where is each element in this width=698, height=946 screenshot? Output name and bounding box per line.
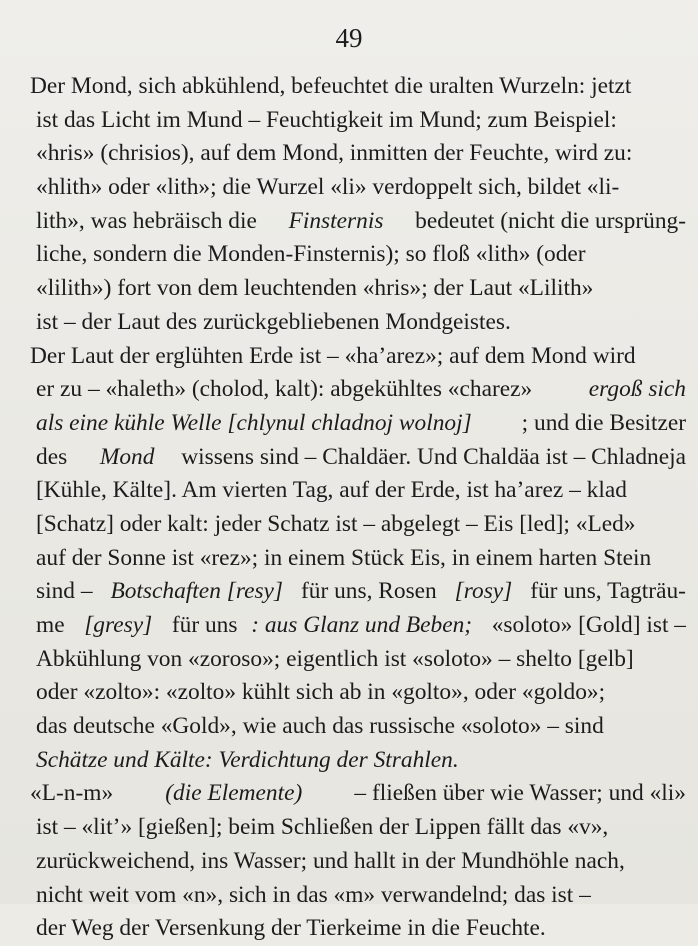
- text-segment: nicht weit vom «n», sich in das «m» verwandelnd; das ist –: [36, 881, 591, 908]
- text-segment: auf der Sonne ist «rez»; in einem Stück Eis, in einem harten Stein: [36, 544, 652, 571]
- text-segment: Der Laut der erglühten Erde ist – «ha’arez»; auf dem Mond wird: [30, 342, 636, 369]
- text-line: [30, 137, 686, 171]
- italic-text: ergoß sich: [588, 376, 686, 403]
- text-segment: wissens sind – Chaldäer. Und Chaldäa ist – Chladneja: [181, 443, 686, 470]
- text-line: [30, 879, 686, 913]
- text-segment: – fließen über wie Wasser; und «li»: [348, 780, 686, 807]
- italic-text: [gresy]: [84, 612, 153, 638]
- italic-text: als eine kühle Welle [chlynul chladnoj wolnoj]: [36, 409, 472, 436]
- text-line: [30, 777, 686, 811]
- text-line: [30, 171, 686, 205]
- text-line: [30, 306, 686, 340]
- italic-text: Finsternis: [288, 207, 384, 234]
- text-line: [30, 407, 686, 441]
- text-line: [30, 542, 686, 576]
- text-line: [30, 710, 686, 744]
- text-segment: «hris» (chrisios), auf dem Mond, inmitten der Feuchte, wird zu:: [36, 140, 633, 167]
- text-line: [30, 340, 686, 374]
- text-line: [30, 205, 686, 239]
- text-line: [30, 373, 686, 407]
- text-segment: sind –: [36, 578, 99, 605]
- text-segment: für uns, Rosen: [295, 578, 443, 605]
- text-segment: me: [36, 612, 71, 638]
- text-segment: des: [36, 443, 74, 470]
- italic-text: [rosy]: [454, 578, 513, 605]
- text-line: [30, 912, 686, 946]
- text-line: [30, 676, 686, 710]
- text-segment: zurückweichend, ins Wasser; und hallt in der Mundhöhle nach,: [36, 847, 625, 874]
- text-segment: der Weg der Versenkung der Tierkeime in die Feuchte.: [36, 915, 546, 942]
- text-segment: für uns: [165, 612, 238, 638]
- text-segment: «hlith» oder «lith»; die Wurzel «li» verdoppelt sich, bildet «li-: [36, 174, 620, 201]
- text-segment: bedeutet (nicht die ursprüng-: [409, 207, 686, 234]
- text-segment: das deutsche «Gold», wie auch das russische «soloto» – sind: [36, 713, 604, 740]
- text-segment: Abkühlung von «zoroso»; eigentlich ist «soloto» – shelto [gelb]: [36, 645, 634, 672]
- text-line: [30, 845, 686, 879]
- text-segment: «lilith») fort von dem leuchtenden «hris»; der Laut «Lilith»: [36, 275, 594, 302]
- text-segment: für uns, Tagträu-: [524, 578, 686, 605]
- text-segment: er zu – «haleth» (cholod, kalt): abgekühltes «charez»: [36, 376, 539, 403]
- text-segment: liche, sondern die Monden-Finsternis); so floß «lith» (oder: [36, 241, 586, 268]
- body-text: [30, 70, 686, 946]
- text-segment: [Kühle, Kälte]. Am vierten Tag, auf der Erde, ist ha’arez – klad: [36, 477, 627, 504]
- text-line: [30, 441, 686, 475]
- text-segment: ist – der Laut des zurückgebliebenen Mondgeistes.: [36, 308, 511, 335]
- text-segment: [Schatz] oder kalt: jeder Schatz ist – abgelegt – Eis [led]; «Led»: [36, 510, 636, 537]
- text-segment: lith», was hebräisch die: [36, 207, 263, 234]
- text-line: [30, 238, 686, 272]
- text-line: [30, 744, 686, 778]
- italic-text: Mond: [99, 443, 155, 470]
- page-number: 49: [335, 23, 363, 53]
- text-segment: Der Mond, sich abkühlend, befeuchtet die uralten Wurzeln: jetzt: [30, 73, 632, 99]
- text-segment: ; und die Besitzer: [521, 409, 686, 436]
- text-line: [30, 104, 686, 138]
- text-line: [30, 508, 686, 542]
- text-segment: «soloto» [Gold] ist –: [485, 612, 686, 638]
- italic-text: (die Elemente): [165, 780, 303, 807]
- text-line: [30, 609, 686, 643]
- text-line: [30, 811, 686, 845]
- text-segment: ist das Licht im Mund – Feuchtigkeit im Mund; zum Beispiel:: [36, 106, 617, 133]
- italic-text: : aus Glanz und Beben;: [251, 612, 473, 638]
- text-segment: oder «zolto»: «zolto» kühlt sich ab in «golto», oder «goldo»;: [36, 679, 606, 706]
- text-line: [30, 643, 686, 677]
- text-line: [30, 474, 686, 508]
- italic-text: Schätze und Kälte: Verdichtung der Strahlen.: [36, 746, 459, 773]
- italic-text: Botschaften [resy]: [110, 578, 284, 605]
- text-line: [30, 575, 686, 609]
- text-line: [30, 272, 686, 306]
- text-line: [30, 70, 686, 104]
- text-segment: «L-n-m»: [30, 780, 119, 807]
- text-segment: ist – «lit’» [gießen]; beim Schließen der Lippen fällt das «v»,: [36, 814, 609, 841]
